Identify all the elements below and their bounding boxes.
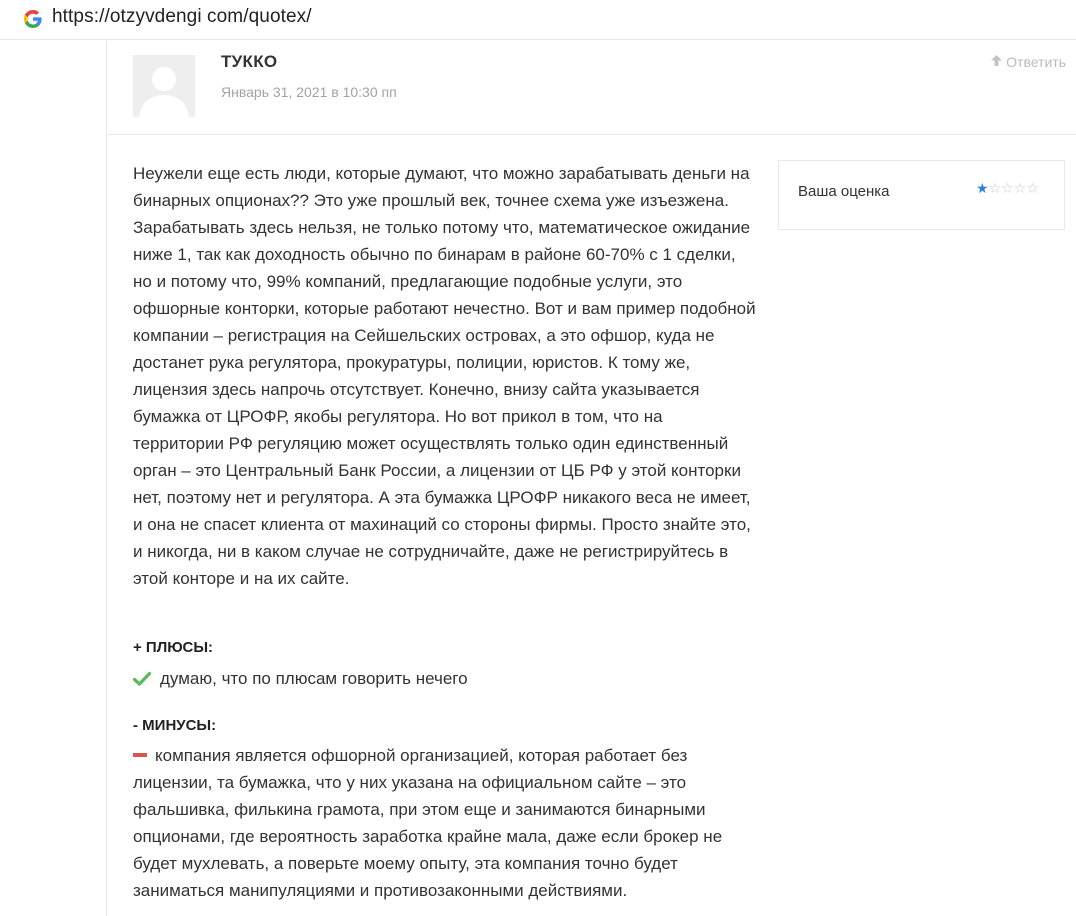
reply-button[interactable]: [990, 54, 1066, 70]
cons-item: [133, 742, 757, 904]
browser-address-bar: [0, 0, 1076, 40]
star-empty-icon[interactable]: ☆: [988, 180, 1002, 196]
arrow-up-icon: [990, 54, 1003, 70]
pros-title: + ПЛЮСЫ:: [133, 639, 214, 656]
google-g-icon: [22, 8, 44, 30]
check-icon: [133, 671, 151, 687]
star-empty-icon[interactable]: ☆: [1001, 180, 1014, 196]
rating-label: Ваша оценка: [798, 183, 890, 200]
comment-header: [107, 41, 1076, 135]
reply-label: Ответить: [1006, 54, 1066, 70]
cons-title: - МИНУСЫ:: [133, 717, 217, 734]
rating-box: [778, 160, 1065, 230]
star-filled-icon[interactable]: ★: [976, 180, 989, 196]
star-rating[interactable]: [976, 180, 1039, 197]
avatar: [133, 55, 195, 117]
comment-date: Январь 31, 2021 в 10:30 пп: [221, 84, 397, 100]
star-empty-icon[interactable]: ☆: [1013, 180, 1027, 196]
pros-item: [133, 665, 468, 692]
minus-icon: [133, 753, 147, 757]
comment-author: ТУККО: [221, 52, 278, 71]
star-empty-icon[interactable]: ☆: [1026, 180, 1039, 196]
cons-text: компания является офшорной организацией, которая работает без лицензии, та бумажка, что у них указана на официальном сайте – это фальшивка, филькина грамота, при этом еще и занимаются бинарными опционами, где вероятность заработка крайне мала, даже если брокер не будет мухлевать, а поверьте моему опыту, эта компания точно будет заниматься манипуляциями и противозаконными действиями.: [133, 746, 723, 900]
default-avatar-icon: [133, 55, 195, 117]
comment-body: Неужели еще есть люди, которые думают, что можно зарабатывать деньги на бинарных опционах?? Это уже прошлый век, точнее схема уже изъезжена. Зарабатывать здесь нельзя, не только потому что, математическое ожидание ниже 1, так как доходность обычно по бинарам в районе 60-70% с 1 сделки, но и потому что, 99% компаний, предлагающие подобные услуги, это офшорные конторки, которые работают нечестно. Вот и вам пример подобной компании – регистрация на Сейшельских островах, а это офшор, куда не достанет рука регулятора, прокуратуры, полиции, юристов. К тому же, лицензия здесь напрочь отсутствует. Конечно, внизу сайта указывается бумажка от ЦРОФР, якобы регулятора. Но вот прикол в том, что на территории РФ регуляцию может осуществлять только один единственный орган – это Центральный Банк России, а лицензии от ЦБ РФ у этой конторки нет, поэтому нет и регулятора. А эта бумажка ЦРОФР никакого веса не имеет, и она не спасет клиента от махинаций со стороны фирмы. Просто знайте это, и никогда, ни в каком случае не сотрудничайте, даже не регистрируйтесь в этой конторе и на их сайте.: [133, 164, 756, 588]
comment-card: [106, 41, 1076, 916]
url-text[interactable]: https://otzyvdengi com/quotex/: [52, 6, 312, 27]
pros-text: думаю, что по плюсам говорить нечего: [160, 669, 468, 688]
